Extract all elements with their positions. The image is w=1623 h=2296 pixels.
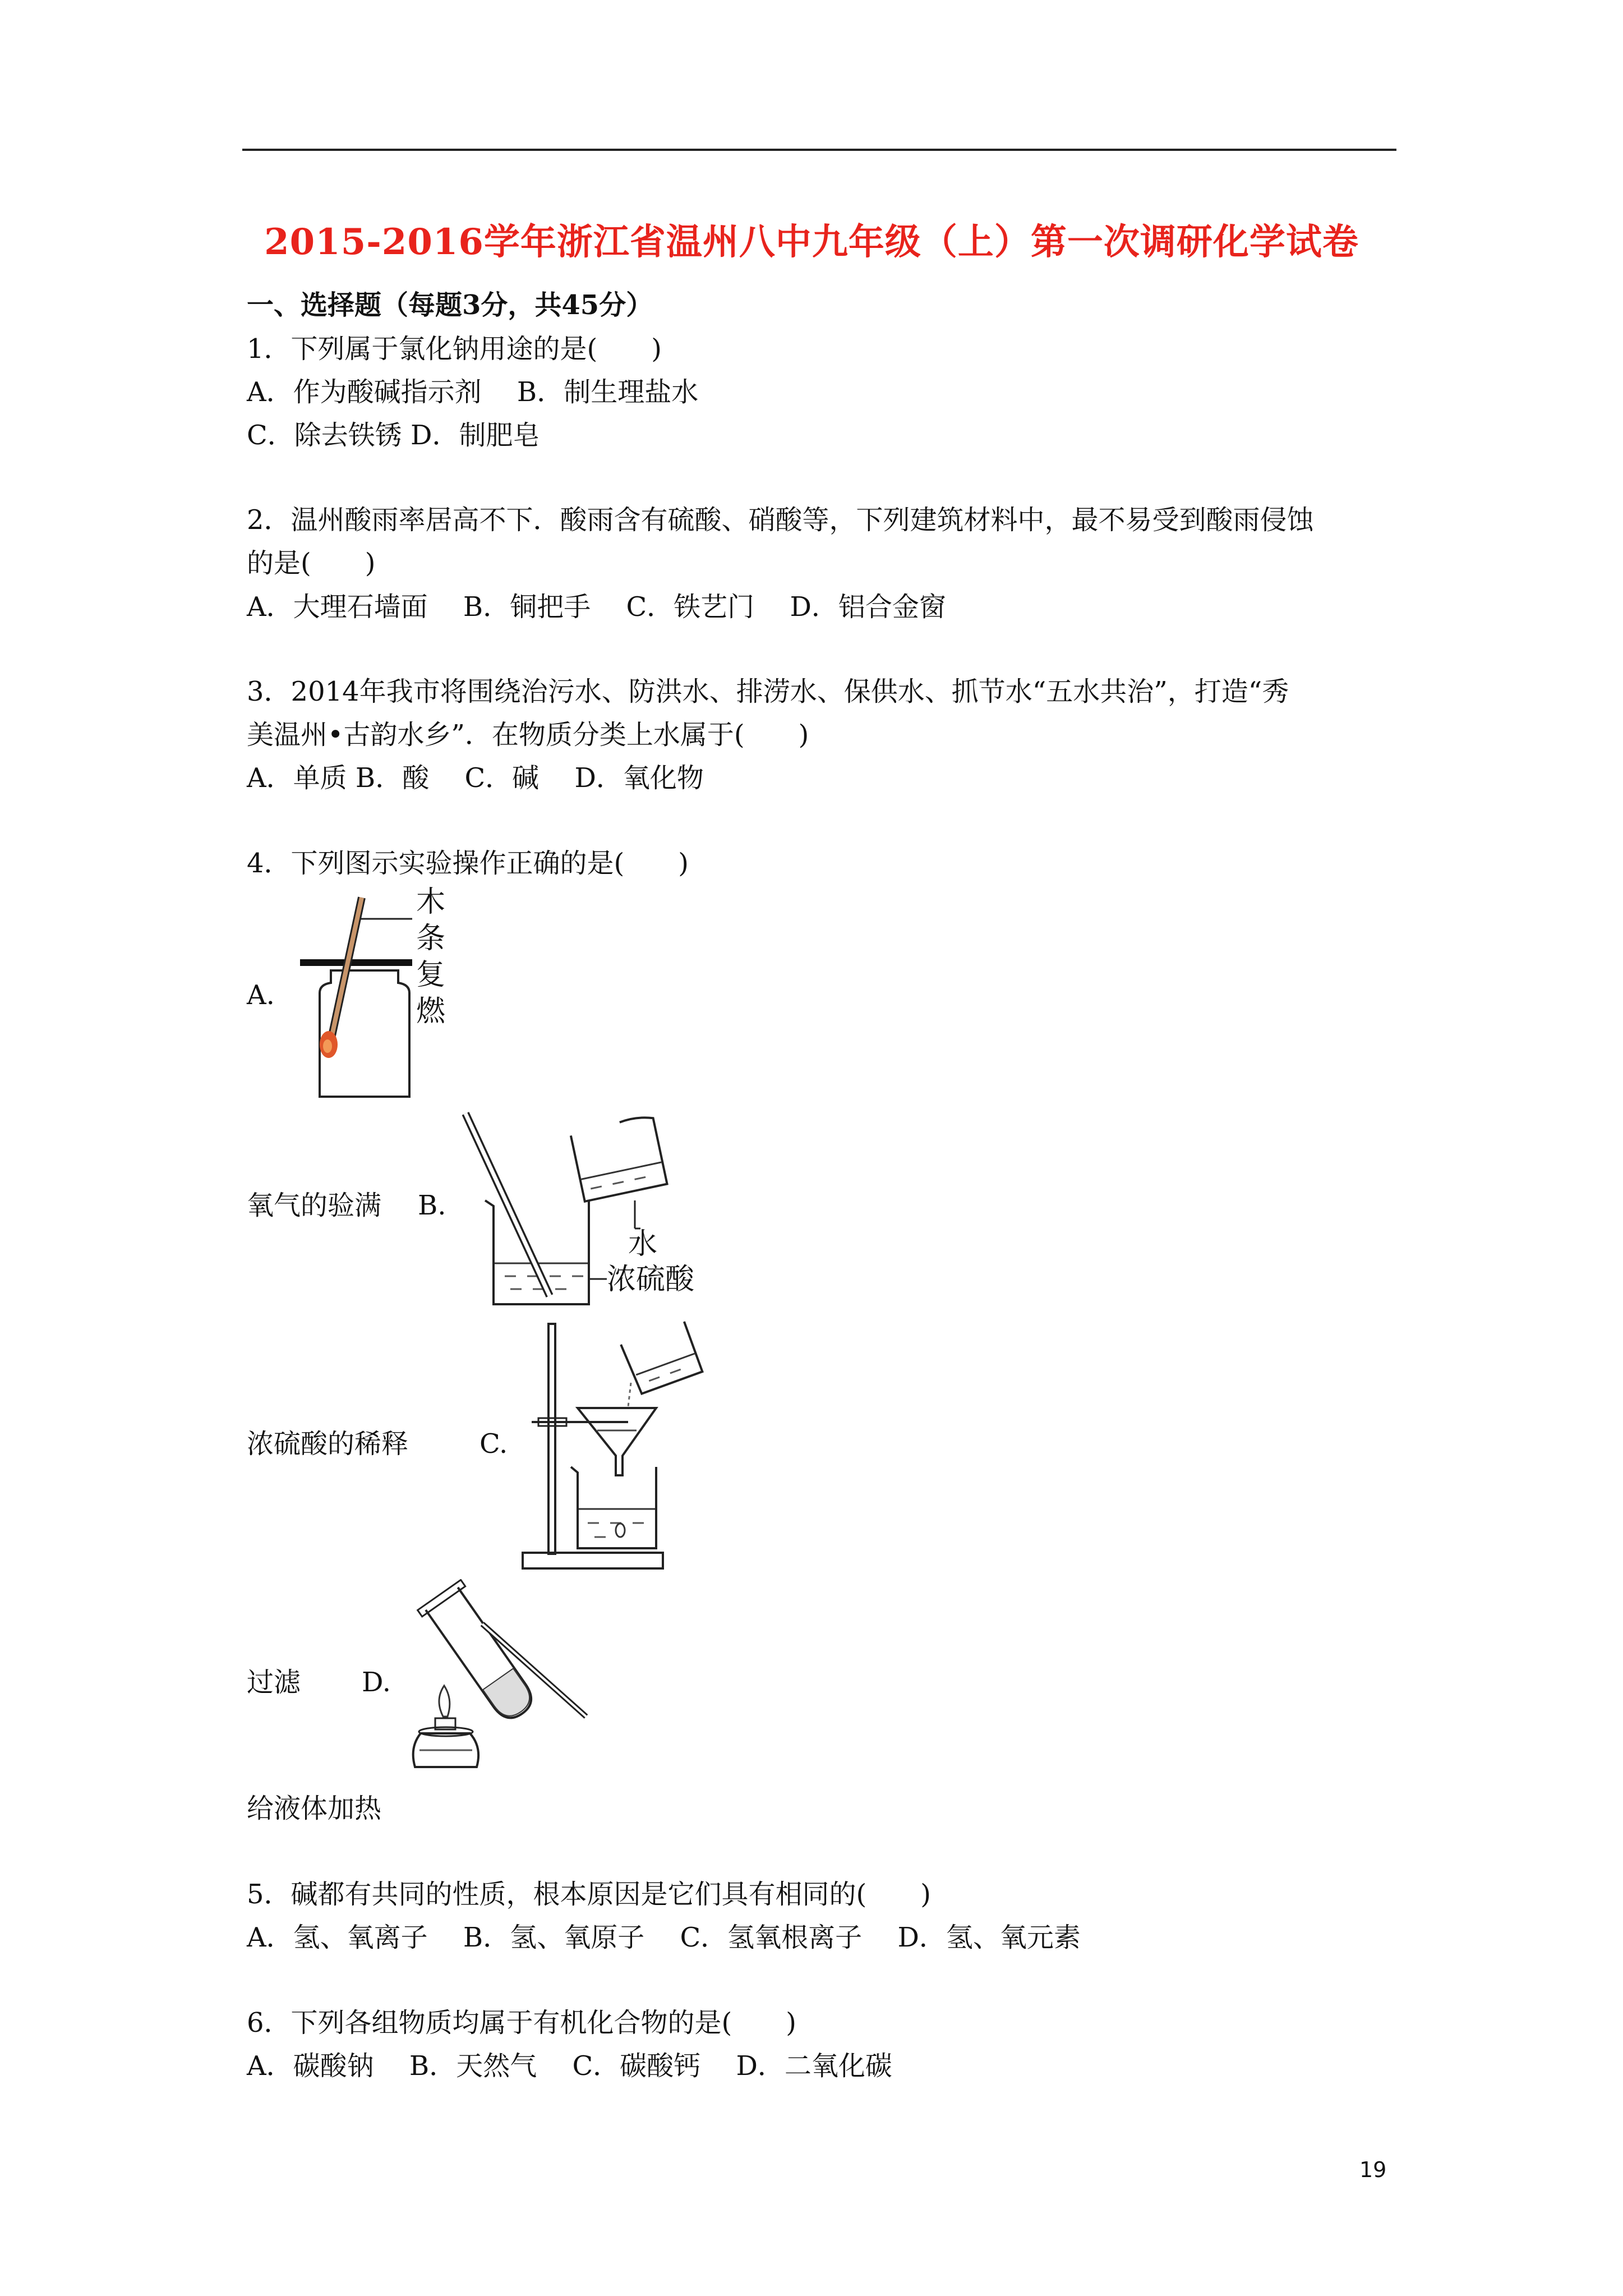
q4-figure-b	[460, 1111, 707, 1313]
q2-stem-line2: 的是( )	[247, 547, 376, 579]
q3-options: A．单质 B．酸 C．碱 D．氧化物	[247, 762, 704, 794]
header-rule	[242, 149, 1396, 151]
section-heading: 一、选择题（每题3分，共45分）	[247, 289, 653, 321]
q4-b-water-label: 水	[628, 1227, 658, 1261]
q1-stem: 1．下列属于氯化钠用途的是( )	[247, 333, 662, 365]
q4-b-acid-label: 浓硫酸	[607, 1263, 695, 1296]
q4-option-c-caption: 过滤	[247, 1667, 301, 1698]
q4-option-d-label: D.	[362, 1667, 391, 1698]
q4-option-c-label: C.	[479, 1428, 508, 1460]
q4-a-fig-char-3: 复	[416, 958, 446, 992]
q4-option-d-caption: 给液体加热	[247, 1793, 382, 1824]
q4-option-a-caption: 氧气的验满	[247, 1190, 382, 1221]
q1-options-line2: C．除去铁锈 D．制肥皂	[247, 420, 540, 451]
page-title: 2015-2016学年浙江省温州八中九年级（上）第一次调研化学试卷	[264, 221, 1359, 263]
page-number: 19	[1359, 2157, 1387, 2182]
q2-options: A．大理石墙面 B．铜把手 C．铁艺门 D．铝合金窗	[247, 591, 946, 623]
q6-stem: 6．下列各组物质均属于有机化合物的是( )	[247, 2007, 796, 2039]
q4-option-a-label: A.	[247, 979, 275, 1011]
q4-figure-c	[516, 1318, 707, 1576]
q2-stem-line1: 2．温州酸雨率居高不下．酸雨含有硫酸、硝酸等，下列建筑材料中，最不易受到酸雨侵蚀	[247, 504, 1314, 536]
q1-options-line1: A．作为酸碱指示剂 B．制生理盐水	[247, 376, 699, 408]
q4-figure-d	[398, 1579, 600, 1781]
q4-a-fig-char-1: 木	[416, 886, 446, 919]
q5-options: A．氢、氧离子 B．氢、氧原子 C．氢氧根离子 D．氢、氧元素	[247, 1922, 1081, 1953]
q4-option-b-label: B.	[418, 1190, 446, 1221]
q4-a-fig-char-4: 燃	[416, 995, 446, 1028]
q6-options: A．碳酸钠 B．天然气 C．碳酸钙 D．二氧化碳	[247, 2050, 892, 2082]
q4-stem: 4．下列图示实验操作正确的是( )	[247, 848, 689, 879]
q5-stem: 5．碱都有共同的性质，根本原因是它们具有相同的( )	[247, 1879, 931, 1910]
q4-option-b-caption: 浓硫酸的稀释	[247, 1428, 409, 1460]
q3-stem-line1: 3．2014年我市将围绕治污水、防洪水、排涝水、保供水、抓节水“五水共治”，打造“秀	[247, 676, 1289, 707]
q3-stem-line2: 美温州•古韵水乡”．在物质分类上水属于( )	[247, 719, 809, 751]
q4-figure-a	[292, 886, 460, 1099]
q4-a-fig-char-2: 条	[416, 922, 446, 955]
